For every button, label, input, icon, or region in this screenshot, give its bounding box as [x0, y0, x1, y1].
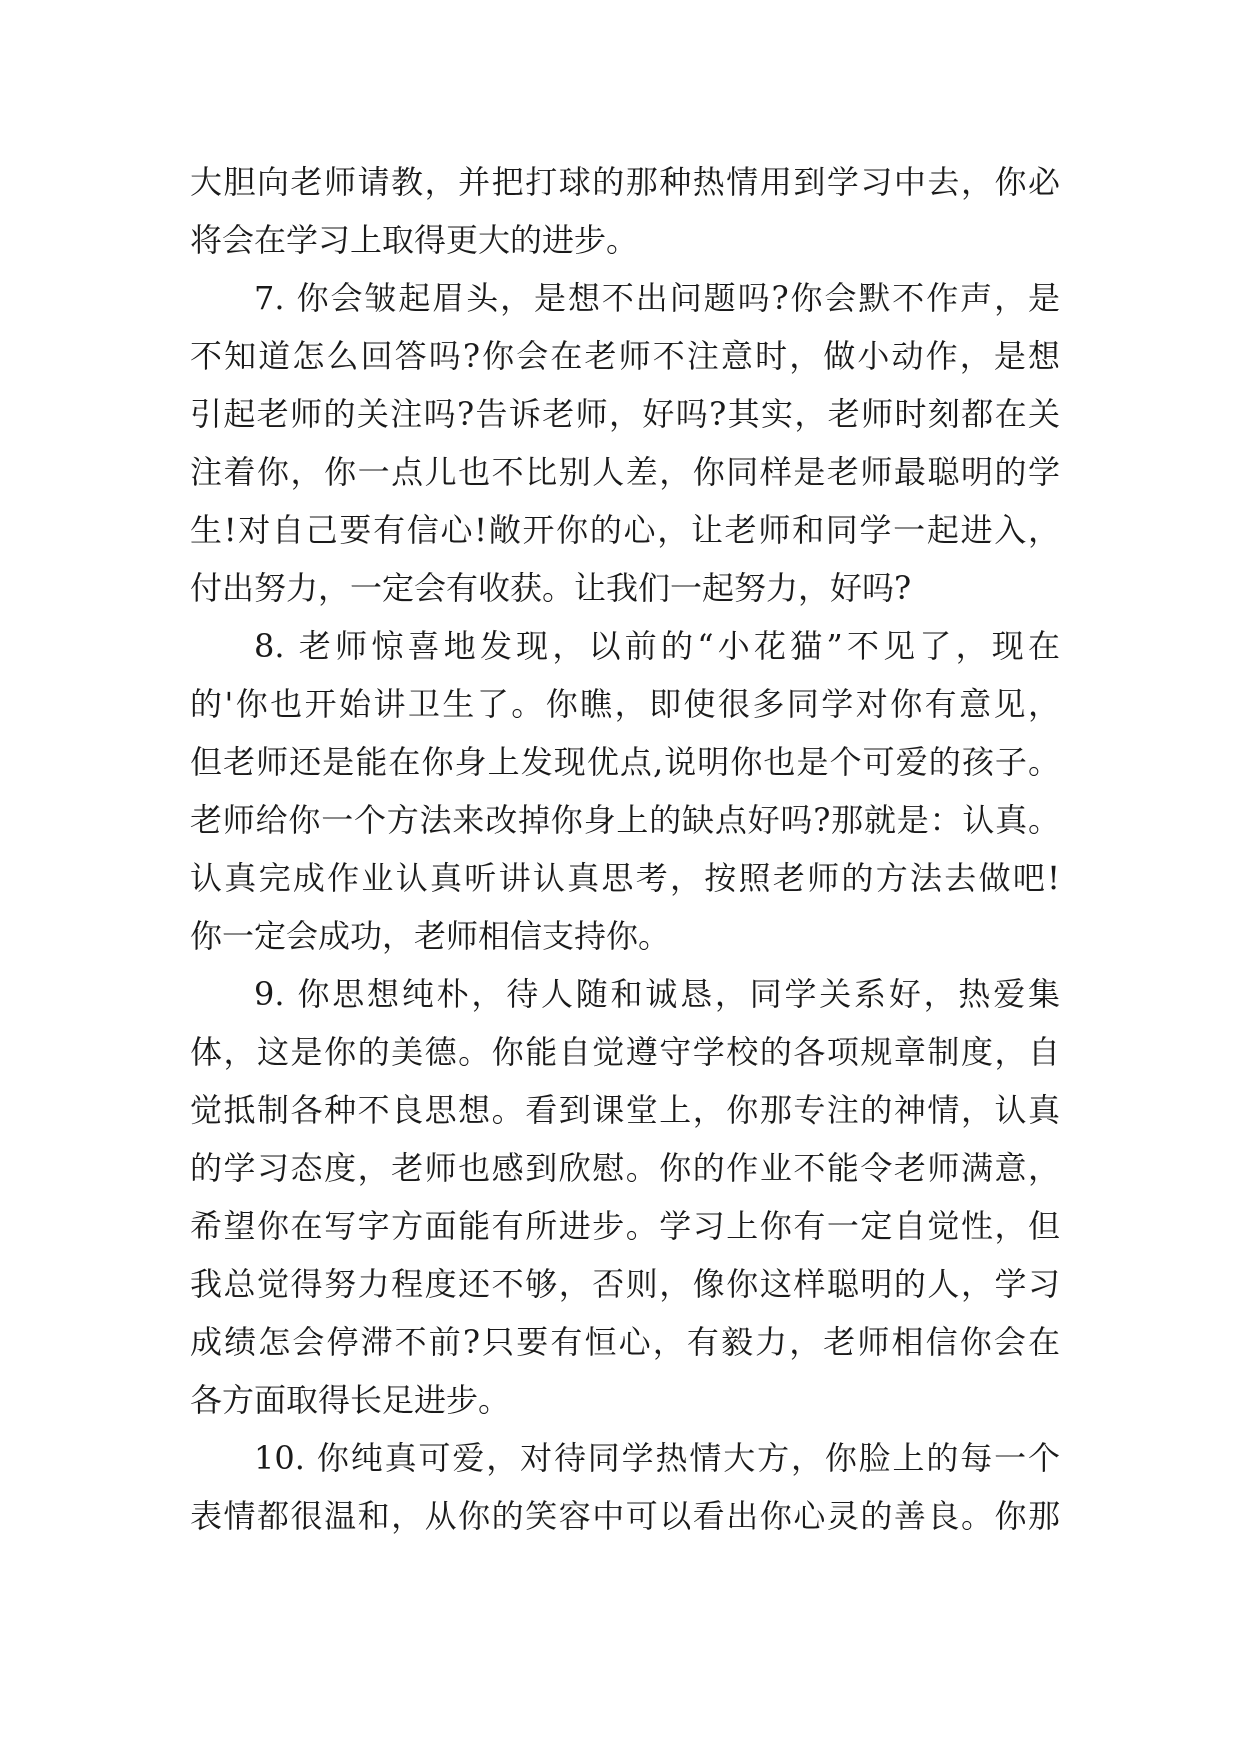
text-line: 表情都很温和，从你的笑容中可以看出你心灵的善良。你那 — [190, 1497, 1060, 1535]
text-line: 付出努力，一定会有收获。让我们一起努力，好吗? — [190, 569, 912, 607]
text-line: 将会在学习上取得更大的进步。 — [190, 221, 639, 259]
text-line: 各方面取得长足进步。 — [190, 1381, 511, 1419]
text-line: 老师给你一个方法来改掉你身上的缺点好吗?那就是：认真。 — [190, 801, 1060, 839]
text-line: 8. 老师惊喜地发现，以前的“小花猫”不见了，现在 — [254, 627, 1060, 665]
text-line: 大胆向老师请教，并把打球的那种热情用到学习中去，你必 — [190, 163, 1060, 201]
text-line: 但老师还是能在你身上发现优点,说明你也是个可爱的孩子。 — [190, 743, 1060, 781]
text-line: 希望你在写字方面能有所进步。学习上你有一定自觉性，但 — [190, 1207, 1060, 1245]
text-line: 成绩怎会停滞不前?只要有恒心，有毅力，老师相信你会在 — [190, 1323, 1060, 1361]
text-line: 的学习态度，老师也感到欣慰。你的作业不能令老师满意， — [190, 1149, 1060, 1187]
text-line: 注着你，你一点儿也不比别人差，你同样是老师最聪明的学 — [190, 453, 1060, 491]
text-line: 我总觉得努力程度还不够，否则，像你这样聪明的人，学习 — [190, 1265, 1060, 1303]
text-line: 不知道怎么回答吗?你会在老师不注意时，做小动作，是想 — [190, 337, 1060, 375]
text-line: 引起老师的关注吗?告诉老师，好吗?其实，老师时刻都在关 — [190, 395, 1060, 433]
text-line: 体，这是你的美德。你能自觉遵守学校的各项规章制度，自 — [190, 1033, 1060, 1071]
text-line: 你一定会成功，老师相信支持你。 — [190, 917, 671, 955]
text-line: 生!对自己要有信心!敞开你的心，让老师和同学一起进入， — [190, 511, 1060, 549]
text-line: 9. 你思想纯朴，待人随和诚恳，同学关系好，热爱集 — [254, 975, 1060, 1013]
text-line: 认真完成作业认真听讲认真思考，按照老师的方法去做吧! — [190, 859, 1060, 897]
text-line: 觉抵制各种不良思想。看到课堂上，你那专注的神情，认真 — [190, 1091, 1060, 1129]
text-line: 的'你也开始讲卫生了。你瞧，即使很多同学对你有意见， — [190, 685, 1060, 723]
text-line: 10. 你纯真可爱，对待同学热情大方，你脸上的每一个 — [254, 1439, 1060, 1477]
text-line: 7. 你会皱起眉头，是想不出问题吗?你会默不作声，是 — [254, 279, 1060, 317]
